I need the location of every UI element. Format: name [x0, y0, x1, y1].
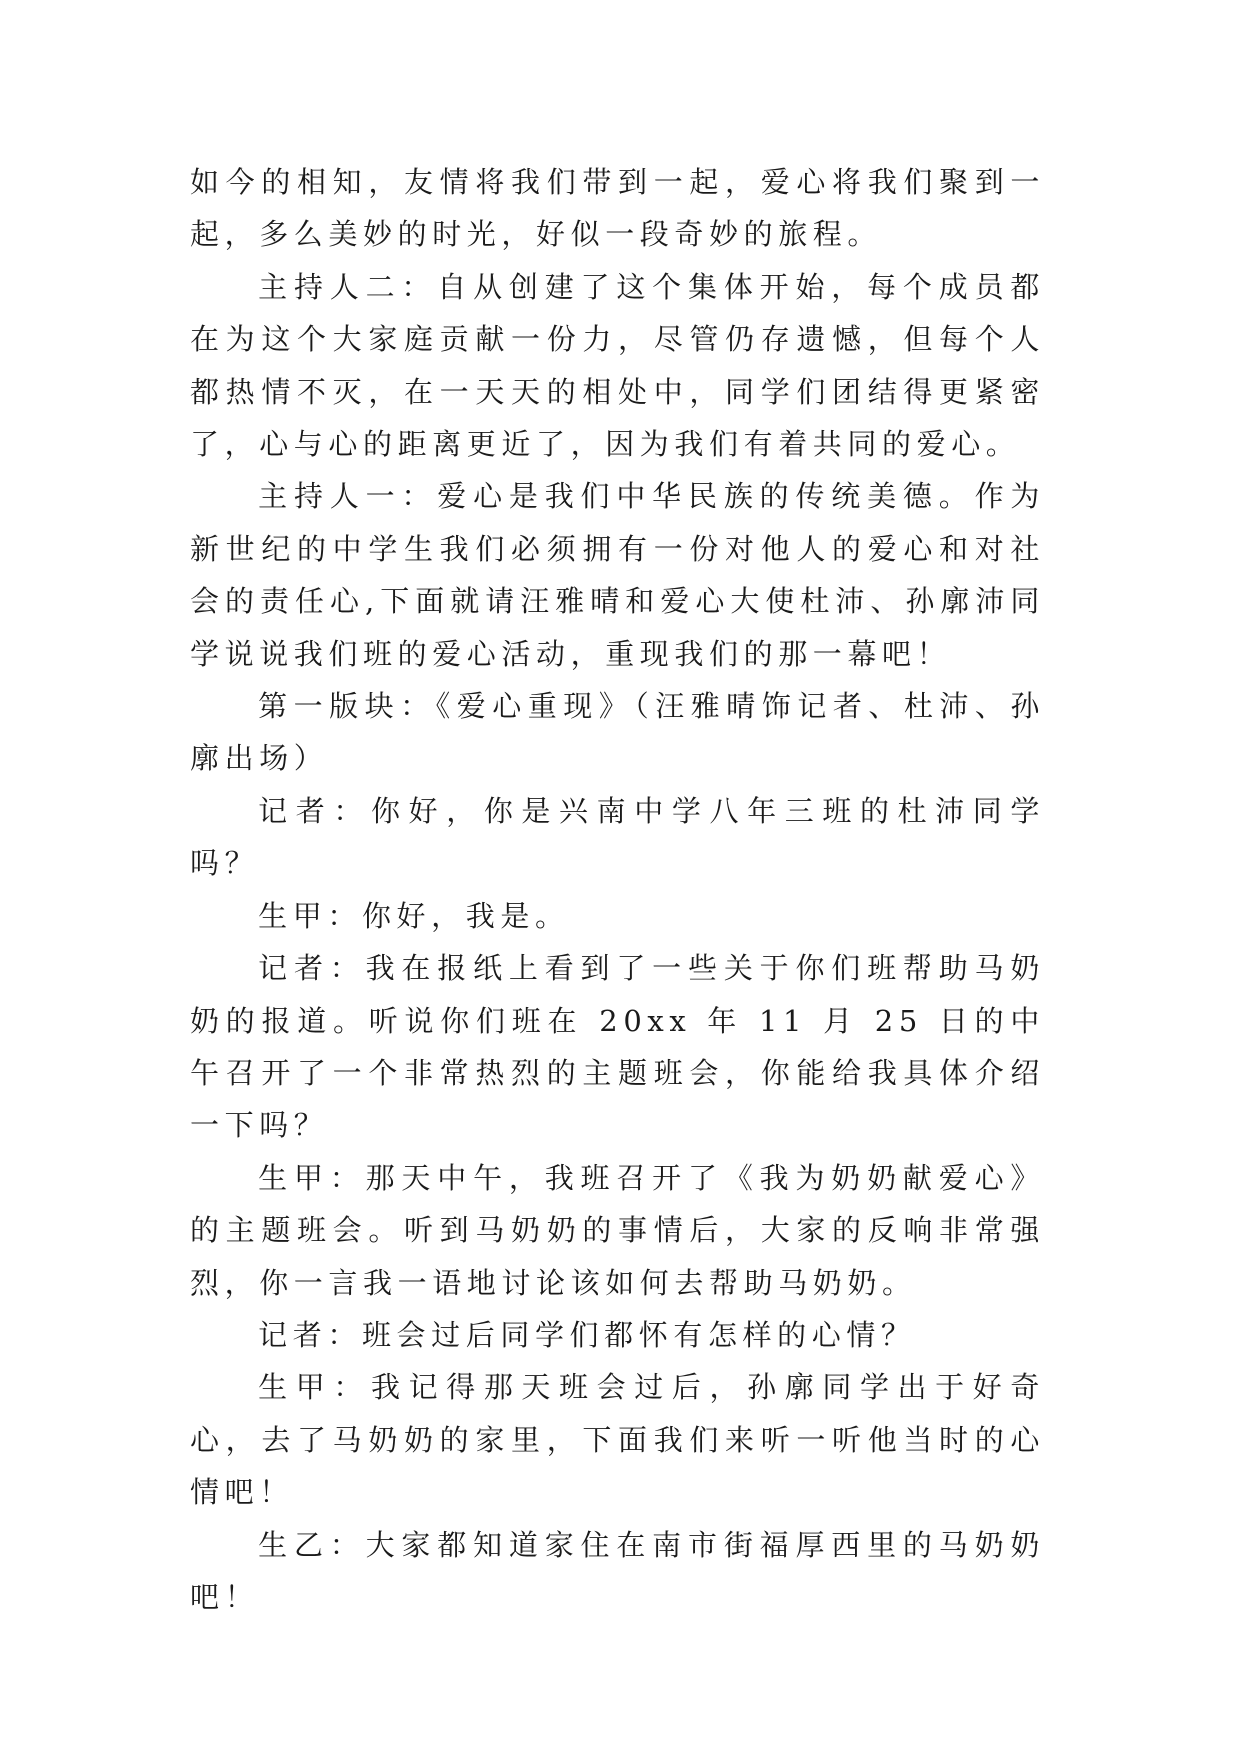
paragraph: 记者：你好，你是兴南中学八年三班的杜沛同学吗？ — [190, 793, 1045, 881]
paragraph: 生甲：你好，我是。 — [258, 898, 570, 933]
paragraph: 如今的相知，友情将我们带到一起，爱心将我们聚到一起，多么美妙的时光，好似一段奇妙的旅程。 — [190, 165, 1045, 252]
paragraph: 主持人二：自从创建了这个集体开始，每个成员都在为这个大家庭贡献一份力，尽管仍存遗憾，但每个人都热情不灭，在一天天的相处中，同学们团结得更紧密了，心与心的距离更近了，因为我们有着共同的爱心。 — [190, 269, 1045, 462]
paragraph: 记者：我在报纸上看到了一些关于你们班帮助马奶奶的报道。听说你们班在 20xx 年 11 月 25 日的中午召开了一个非常热烈的主题班会，你能给我具体介绍一下吗？ — [190, 951, 1045, 1143]
paragraph: 主持人一：爱心是我们中华民族的传统美德。作为新世纪的中学生我们必须拥有一份对他人的爱心和对社会的责任心,下面就请汪雅晴和爱心大使杜沛、孙廓沛同学说说我们班的爱心活动，重现我们的那一幕吧！ — [190, 479, 1045, 671]
paragraph: 生甲：那天中午，我班召开了《我为奶奶献爱心》的主题班会。听到马奶奶的事情后，大家的反响非常强烈，你一言我一语地讨论该如何去帮助马奶奶。 — [190, 1160, 1045, 1300]
paragraph: 生甲：我记得那天班会过后，孙廓同学出于好奇心，去了马奶奶的家里，下面我们来听一听他当时的心情吧！ — [190, 1370, 1045, 1510]
paragraph: 生乙：大家都知道家住在南市街福厚西里的马奶奶吧！ — [190, 1527, 1045, 1614]
paragraph: 记者：班会过后同学们都怀有怎样的心情？ — [258, 1317, 916, 1352]
paragraph: 第一版块：《爱心重现》（汪雅晴饰记者、杜沛、孙廓出场） — [190, 689, 1045, 776]
document-body — [190, 156, 1045, 1623]
